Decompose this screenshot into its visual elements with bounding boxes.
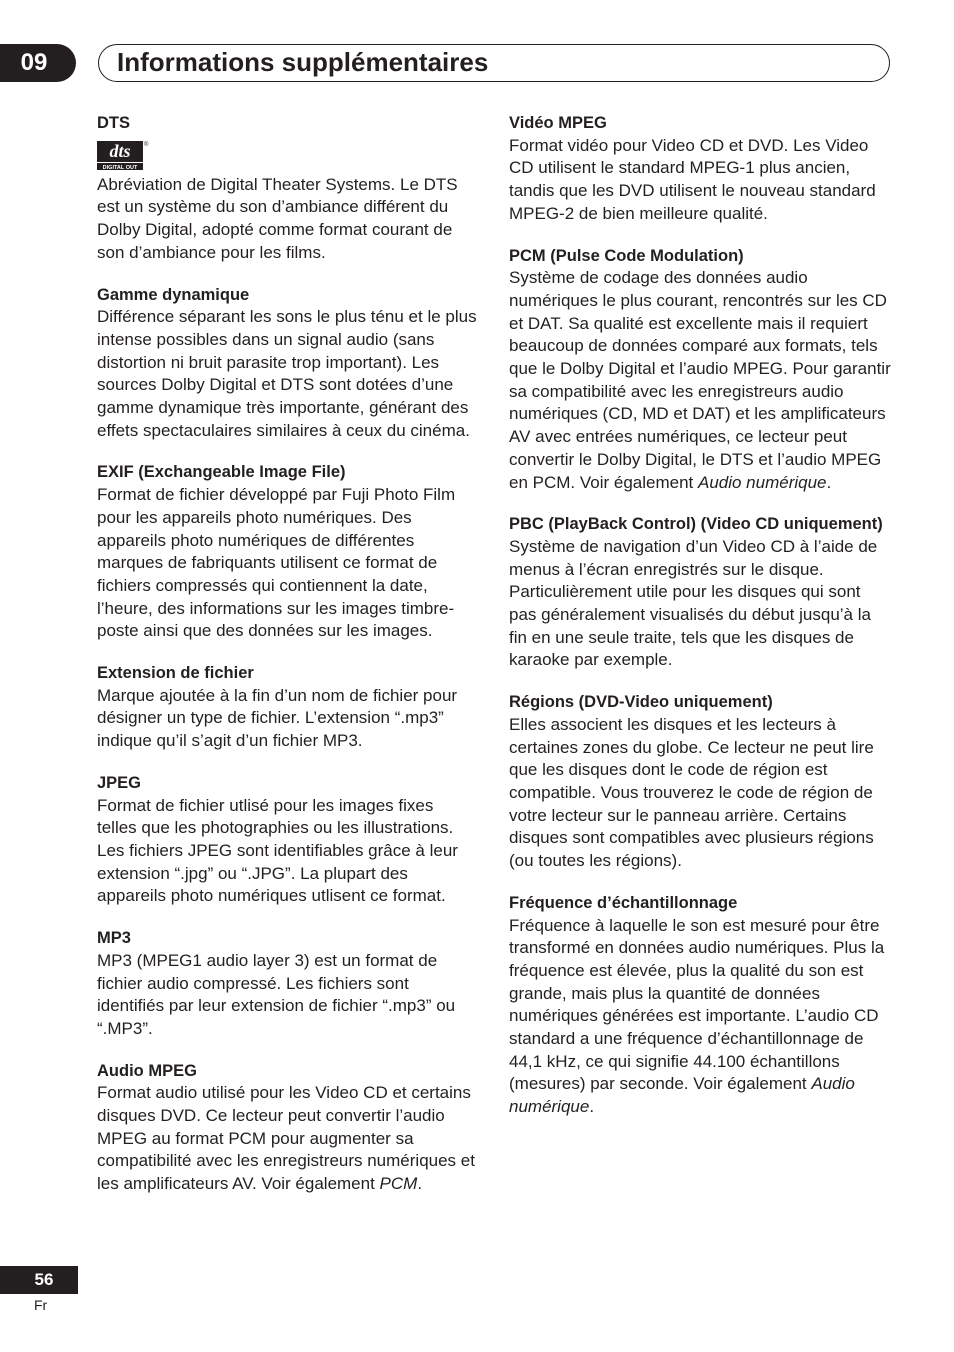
glossary-entry-regions [509,691,891,873]
glossary-definition [509,915,891,1119]
glossary-definition: Différence séparant les sons le plus ténu et le plus intense possibles dans un signal audio (sans distortion ni bruit parasite trop important). Les sources Dolby Digital et DTS sont dotées d’une gamme dynamique très importante, générant des effets spectaculaires similaires à ceux du cinéma. [97,307,477,440]
definition-text: Système de codage des données audio numériques le plus courant, rencontrés sur les CD et DAT. Sa qualité est excellente mais il requiert beaucoup de données comparé aux formats, tels que le Dolby Digital et l’audio MPEG. Pour garantir sa compatibilité avec les enregistreurs audio numériques (CD, MD et DAT) et les amplificateurs AV avec entrées numériques, ce lecteur peut convertir le Dolby Digital, le DTS et l’audio MPEG en PCM. Voir également [509,268,891,492]
dts-logo-caption: DIGITAL OUT [102,164,138,170]
glossary-definition [509,267,891,494]
glossary-entry-frequence-echantillonnage [509,892,891,1119]
glossary-entry-gamme-dynamique [97,284,477,443]
glossary-term: MP3 [97,929,131,948]
glossary-definition: Format de fichier utlisé pour les images fixes telles que les photographies ou les illustrations. Les fichiers JPEG sont identifiables grâce à leur extension “.jpg” ou “.JPG”. La plupart des appareils photo numériques utlisent ce format. [97,795,458,906]
page-title: Informations supplémentaires [117,47,489,77]
glossary-entry-mp3 [97,927,477,1041]
definition-tail: . [826,472,832,492]
dts-digital-out-logo [97,140,149,170]
glossary-term: EXIF (Exchangeable Image File) [97,463,346,482]
glossary-term: PCM (Pulse Code Modulation) [509,246,744,265]
glossary-definition: Elles associent les disques et les lecteurs à certaines zones du globe. Ce lecteur ne peut lire que les disques dont le code de région est compatible. Vous trouverez le code de région de votre lecteur sur le panneau arrière. Certains disques sont compatibles avec plusieurs régions (ou toutes les régions). [509,714,874,871]
chapter-number-badge: 09 [0,44,76,82]
glossary-term: Vidéo MPEG [509,114,607,132]
glossary-definition: Format vidéo pour Video CD et DVD. Les Video CD utilisent le standard MPEG-1 plus ancien, tandis que les DVD utilisent le nouveau standard MPEG-2 de bien meilleure qualité. [509,135,876,223]
glossary-term: Fréquence d’échantillonnage [509,893,738,912]
glossary-definition: Format de fichier développé par Fuji Photo Film pour les appareils photo numériques. Des appareils photo numériques de différentes marques de fabriquants utilisent ce format de fichiers compressés qui contiennent la date, l’heure, des informations sur les images timbre-poste ainsi que des données sur les images. [97,485,456,641]
glossary-term: Extension de fichier [97,664,254,683]
definition-tail: . [417,1174,423,1194]
glossary-definition: MP3 (MPEG1 audio layer 3) est un format de fichier audio compressé. Les fichiers sont identifiés par leur extension de fichier “.mp3” ou “.MP3”. [97,950,456,1038]
cross-reference: PCM [379,1174,418,1194]
glossary-entry-audio-mpeg [97,1060,477,1196]
cross-reference: Audio numérique [509,1074,855,1117]
glossary-definition: Marque ajoutée à la fin d’un nom de fichier pour désigner un type de fichier. L’extension “.mp3” indique qu’il s’agit d’un fichier MP3. [97,685,458,751]
language-code: Fr [34,1297,48,1313]
right-column [509,112,891,1138]
dts-logo-registered: ® [144,141,149,148]
glossary-entry-pcm [509,245,891,495]
cross-reference: Audio numérique [697,472,827,492]
glossary-entry-pbc [509,513,891,672]
glossary-entry-dts [97,112,477,265]
definition-text: Format audio utilisé pour les Video CD et certains disques DVD. Ce lecteur peut convertir l’audio MPEG au format PCM pour augmenter sa compatibilité avec les enregistreurs numériques et les amplificateurs AV. Voir également [97,1083,475,1194]
glossary-term: JPEG [97,773,142,792]
glossary-term: Audio MPEG [97,1061,197,1080]
glossary-definition: Système de navigation d’un Video CD à l’aide de menus à l’écran enregistrés sur le disque. Particulièrement utile pour les disques qui sont pas généralement visualisés du début jusqu’à la fin en une seule traite, tels que les disques de karaoke par exemple. [509,536,878,670]
glossary-term: Régions (DVD-Video uniquement) [509,693,773,712]
definition-tail: . [589,1097,595,1117]
definition-text: Fréquence à laquelle le son est mesuré pour être transformé en données audio numériques. Plus la fréquence est élevée, plus la qualité du son est grande, mais plus la quantité de données numériques générées est importante. L’audio CD standard a une fréquence d’échantillonnage de 44,1 kHz, ce qui signifie 44.100 échantillons (mesures) par seconde. Voir également [509,915,885,1094]
glossary-term: DTS [97,114,130,132]
chapter-title-bar [98,44,890,82]
glossary-entry-jpeg [97,772,477,908]
page-number: 56 [0,1266,78,1294]
glossary-entry-extension-fichier [97,662,477,753]
glossary-definition: Abréviation de Digital Theater Systems. Le DTS est un système du son d’ambiance différent du Dolby Digital, adopté comme format courant de son d’ambiance pour les films. [97,174,458,262]
glossary-entry-exif [97,461,477,643]
glossary-term: PBC (PlayBack Control) (Video CD uniquement) [509,515,883,534]
glossary-definition [97,1082,477,1196]
dts-logo-word: dts [109,140,131,161]
glossary-entry-video-mpeg [509,112,891,226]
glossary-term: Gamme dynamique [97,285,250,304]
left-column [97,112,477,1215]
